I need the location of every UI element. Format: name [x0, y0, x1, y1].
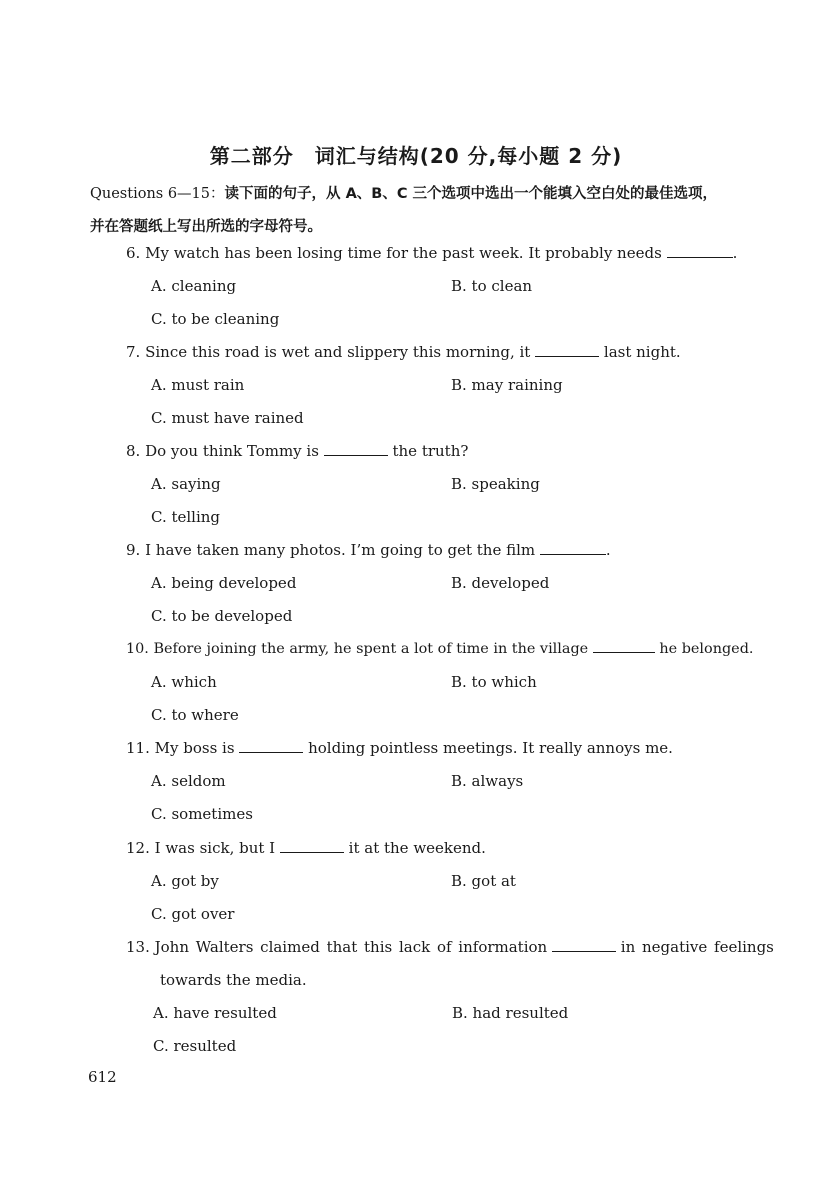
- stem-text-after: .: [732, 244, 738, 262]
- page-number: 612: [88, 1068, 117, 1086]
- question-stem: [126, 640, 753, 657]
- stem-text: My watch has been losing time for the past week. It probably needs: [145, 244, 662, 262]
- stem-text-after: in negative feelings: [620, 938, 774, 956]
- question-number: 13.: [126, 938, 150, 956]
- question-stem: [126, 739, 673, 757]
- stem-text: John Walters claimed that this lack of information: [154, 938, 548, 956]
- answer-blank: [239, 740, 303, 753]
- stem-text-after: .: [605, 541, 611, 559]
- stem-text: I have taken many photos. I’m going to get the film: [145, 541, 536, 559]
- section-title: 第二部分 词汇与结构(20 分,每小题 2 分): [209, 144, 623, 168]
- option-b: B. always: [451, 772, 524, 790]
- stem-text-after: last night.: [603, 343, 681, 361]
- answer-blank: [535, 344, 599, 357]
- question-stem: [126, 938, 774, 956]
- question-number: 7.: [126, 343, 141, 361]
- instructions-line-2: 并在答题纸上写出所选的字母符号。: [90, 219, 322, 235]
- option-c: C. sometimes: [151, 805, 253, 823]
- question-stem: [126, 343, 681, 361]
- option-c: C. to be developed: [151, 607, 293, 625]
- option-b: B. may raining: [451, 376, 563, 394]
- question-stem: [126, 244, 737, 262]
- stem-text: My boss is: [154, 739, 235, 757]
- option-c: C. to be cleaning: [151, 310, 280, 328]
- option-a: A. got by: [151, 872, 219, 890]
- option-a: A. have resulted: [153, 1004, 277, 1022]
- option-c: C. got over: [151, 905, 235, 923]
- option-a: A. being developed: [151, 574, 297, 592]
- option-a: A. which: [151, 673, 217, 691]
- instructions: [90, 178, 770, 244]
- option-c: C. telling: [151, 508, 221, 526]
- option-b: B. got at: [451, 872, 516, 890]
- question-number: 6.: [126, 244, 141, 262]
- question-stem: [126, 541, 611, 559]
- stem-text-after: the truth?: [392, 442, 469, 460]
- option-a: A. cleaning: [151, 277, 237, 295]
- option-c: C. must have rained: [151, 409, 304, 427]
- option-a: A. must rain: [151, 376, 245, 394]
- stem-text-after: holding pointless meetings. It really annoys me.: [308, 739, 673, 757]
- option-b: B. to which: [451, 673, 537, 691]
- question-number: 12.: [126, 839, 150, 857]
- question-number: 10.: [126, 641, 149, 657]
- answer-blank: [280, 840, 344, 853]
- answer-blank: [540, 542, 606, 555]
- stem-text-after: it at the weekend.: [348, 839, 486, 857]
- option-c: C. resulted: [153, 1037, 237, 1055]
- stem-text: Since this road is wet and slippery this morning, it: [145, 343, 531, 361]
- answer-blank: [593, 640, 655, 653]
- option-c: C. to where: [151, 706, 239, 724]
- option-a: A. seldom: [151, 772, 226, 790]
- question-stem: [126, 442, 468, 460]
- stem-text-line-2: towards the media.: [160, 971, 307, 989]
- stem-text: I was sick, but I: [154, 839, 276, 857]
- question-number: 8.: [126, 442, 141, 460]
- stem-text: Before joining the army, he spent a lot of time in the village: [153, 641, 589, 657]
- option-a: A. saying: [151, 475, 221, 493]
- stem-text-after: he belonged.: [659, 641, 754, 657]
- instructions-text-1: 读下面的句子，从 A、B、C 三个选项中选出一个能填入空白处的最佳选项，: [224, 186, 718, 202]
- question-number: 11.: [126, 739, 150, 757]
- answer-blank: [324, 443, 388, 456]
- instructions-question-range: Questions 6—15：: [90, 186, 225, 202]
- question-stem: [126, 839, 486, 857]
- answer-blank: [552, 939, 616, 952]
- option-b: B. developed: [451, 574, 550, 592]
- instructions-line-1: [90, 178, 770, 211]
- option-b: B. had resulted: [452, 1004, 569, 1022]
- question-number: 9.: [126, 541, 141, 559]
- stem-text: Do you think Tommy is: [145, 442, 319, 460]
- option-b: B. speaking: [451, 475, 540, 493]
- option-b: B. to clean: [451, 277, 533, 295]
- answer-blank: [667, 245, 733, 258]
